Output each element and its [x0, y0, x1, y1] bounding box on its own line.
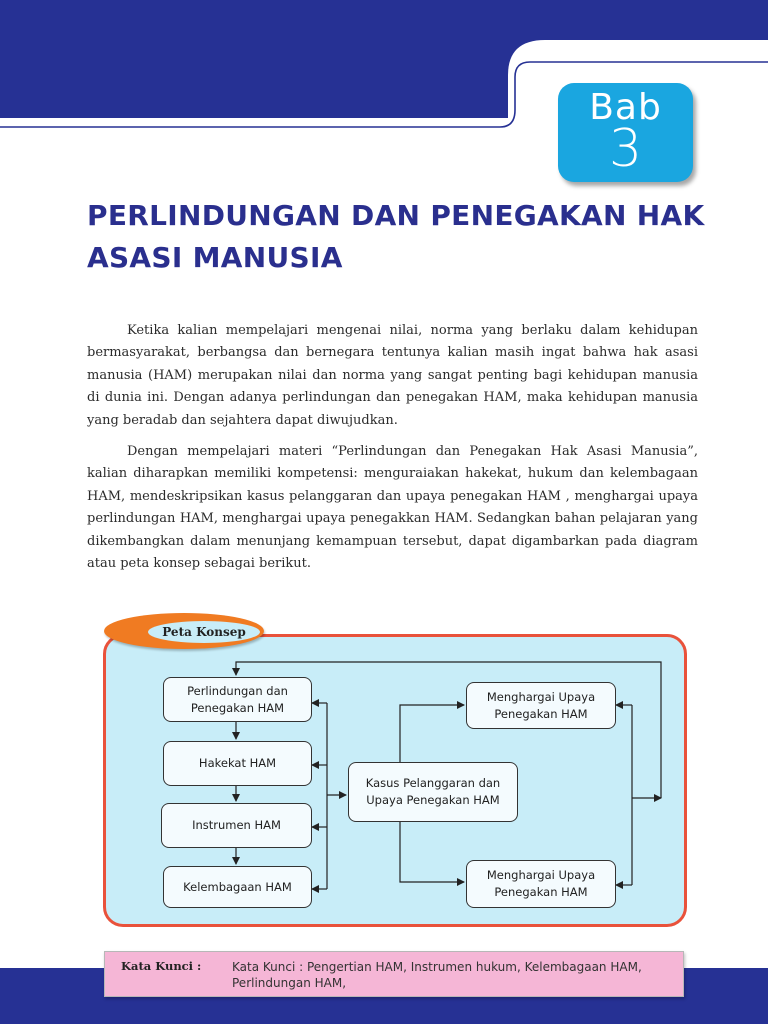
concept-map-tab-label: Peta Konsep: [148, 621, 260, 643]
intro-paragraph: Ketika kalian mempelajari mengenai nilai, norma yang berlaku dalam kehidupan bermasyarakat, berbangsa dan bernegara tentunya kalian masih ingat bahwa hak asasi manusia (HAM) merupakan nilai dan norma yang sangat penting bagi kehidupan manusia di dunia ini. Dengan adanya perlindungan dan penegakan HAM, maka kehidupan manusia yang beradab dan sejahtera dapat diwujudkan.: [87, 323, 698, 428]
node-kelembagaan: [163, 866, 312, 908]
chapter-badge: [558, 83, 693, 182]
chapter-number: 3: [608, 119, 643, 179]
node-label: Hakekat HAM: [198, 756, 277, 770]
node-label: Menghargai Upaya Penegakan HAM: [486, 689, 596, 721]
node-label: Perlindungan dan Penegakan HAM: [187, 683, 288, 715]
chapter-title: PERLINDUNGAN DAN PENEGAKAN HAK ASASI MANUSIA: [87, 199, 705, 274]
node-instrumen: [161, 803, 312, 848]
node-perlindungan-penegakan: [163, 677, 312, 722]
node-menghargai-upaya-bottom: [466, 860, 616, 908]
node-label: Kelembagaan HAM: [183, 879, 292, 894]
node-menghargai-upaya-top: [466, 682, 616, 729]
chapter-badge-label: Bab: [589, 87, 662, 128]
keywords-label: Kata Kunci :: [121, 959, 202, 973]
node-label: Menghargai Upaya Penegakan HAM: [486, 868, 596, 899]
node-hakekat: [163, 741, 312, 786]
intro-paragraph: Dengan mempelajari materi “Perlindungan dan Penegakan Hak Asasi Manusia”, kalian diharapkan memiliki kompetensi: menguraiakan hakekat, hukum dan kelembagaan HAM, mendeskripsikan kasus pelanggaran dan upaya penegakan HAM , menghargai upaya perlindungan HAM, menghargai upaya penegakkan HAM. Sedangkan bahan pelajaran yang dikembangkan dalam menunjang kemampuan tersebut, dapat digambarkan pada diagram atau peta konsep sebagai berikut.: [87, 444, 698, 572]
keywords-text: Kata Kunci : Pengertian HAM, Instrumen hukum, Kelembagaan HAM, Perlindungan HAM,: [232, 960, 642, 990]
keywords-box: [104, 951, 684, 997]
node-label: Instrumen HAM: [192, 818, 281, 832]
node-label: Kasus Pelanggaran dan Upaya Penegakan HAM: [365, 776, 501, 807]
node-kasus-pelanggaran: [348, 762, 518, 822]
